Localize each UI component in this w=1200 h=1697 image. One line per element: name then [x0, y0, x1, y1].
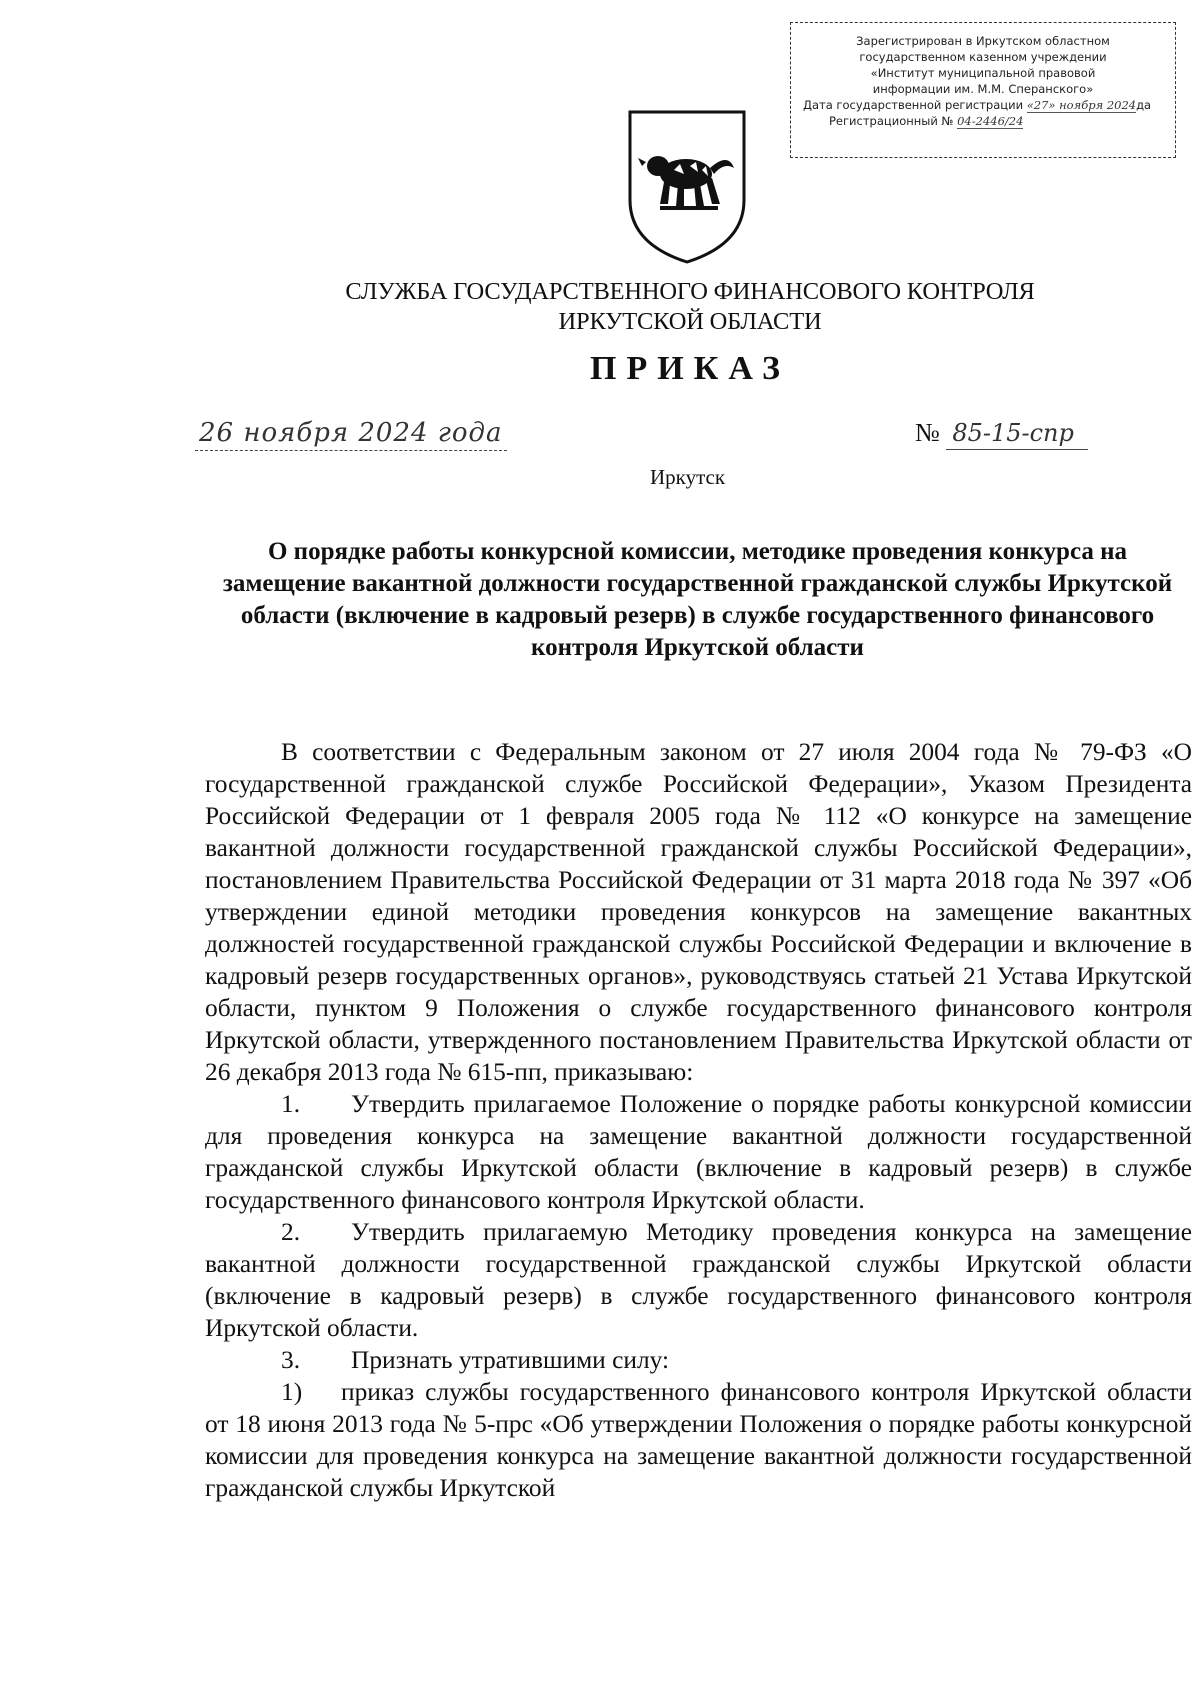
stamp-line: информации им. М.М. Сперанского»	[872, 82, 1094, 96]
list-item	[205, 1376, 1192, 1504]
preamble-paragraph: В соответствии с Федеральным законом от 27 июля 2004 года № 79-ФЗ «О государственной гражданской службе Российской Федерации», Указом Президента Российской Федерации от 1 февраля 2005 года № 112 «О конкурсе на замещение вакантной должности государственной гражданской службы Российской Федерации», постановлением Правительства Российской Федерации от 31 марта 2018 года № 397 «Об утверждении единой методики проведения конкурсов на замещение вакантных должностей государственной гражданской службы Российской Федерации и включение в кадровый резерв государственных органов», руководствуясь статьей 21 Устава Иркутской области, пунктом 9 Положения о службе государственного финансового контроля Иркутской области, утвержденного постановлением Правительства Иркутской области от 26 декабря 2013 года № 615-пп, приказываю:	[205, 738, 1192, 1086]
item-text: Признать утратившими силу:	[351, 1346, 670, 1374]
list-item	[205, 1344, 1192, 1376]
item-text: Утвердить прилагаемое Положение о порядке работы конкурсной комиссии для проведения конкурса на замещение вакантной должности государственной гражданской службы Иркутской области (включение в кадровый резерв) в службе государственного финансового контроля Иркутской области.	[205, 1090, 1192, 1214]
list-item	[205, 1216, 1192, 1344]
stamp-reg-label: Регистрационный №	[829, 114, 954, 128]
document-type: ПРИКАЗ	[590, 350, 790, 387]
document-body	[205, 736, 1192, 1504]
order-number-label: №	[915, 418, 940, 447]
stamp-line: государственном казенном учреждении	[859, 50, 1107, 64]
organization-name-line2: ИРКУТСКОЙ ОБЛАСТИ	[558, 308, 822, 335]
item-number: 1.	[281, 1090, 301, 1118]
item-text: Утвердить прилагаемую Методику проведения конкурса на замещение вакантной должности государственной гражданской службы Иркутской области (включение в кадровый резерв) в службе государственного финансового контроля Иркутской области.	[205, 1218, 1192, 1342]
stamp-date-value: «27» ноября 2024	[1026, 98, 1137, 112]
coat-of-arms-icon	[624, 108, 750, 266]
list-item	[205, 1088, 1192, 1216]
stamp-line: «Институт муниципальной правовой	[870, 66, 1096, 80]
city: Иркутск	[650, 465, 726, 489]
stamp-date-label: Дата государственной регистрации	[803, 98, 1024, 112]
item-number: 3.	[281, 1346, 301, 1374]
document-title: О порядке работы конкурсной комиссии, методике проведения конкурса на замещение вакантной должности государственной гражданской службы Иркутской области (включение в кадровый резерв) в службе государственного финансового контроля Иркутской области	[222, 538, 1173, 661]
stamp-reg-value: 04-2446/24	[957, 114, 1024, 128]
item-number: 2.	[281, 1218, 301, 1246]
order-number-value: 85-15-спр	[946, 419, 1088, 450]
registration-stamp	[790, 22, 1176, 158]
stamp-reg-row	[799, 113, 1167, 129]
stamp-date-row	[799, 97, 1167, 113]
item-text: приказ службы государственного финансового контроля Иркутской области от 18 июня 2013 года № 5-прс «Об утверждении Положения о порядке работы конкурсной комиссии для проведения конкурса на замещение вакантной должности государственной гражданской службы Иркутской	[205, 1378, 1192, 1502]
stamp-line: Зарегистрирован в Иркутском областном	[856, 34, 1110, 48]
order-number	[915, 418, 1088, 448]
handwritten-date: 26 ноября 2024 года	[195, 418, 507, 451]
item-number: 1)	[281, 1378, 303, 1406]
stamp-date-suffix: да	[1136, 98, 1152, 112]
organization-name-line1: СЛУЖБА ГОСУДАРСТВЕННОГО ФИНАНСОВОГО КОНТРОЛЯ	[345, 278, 1035, 305]
